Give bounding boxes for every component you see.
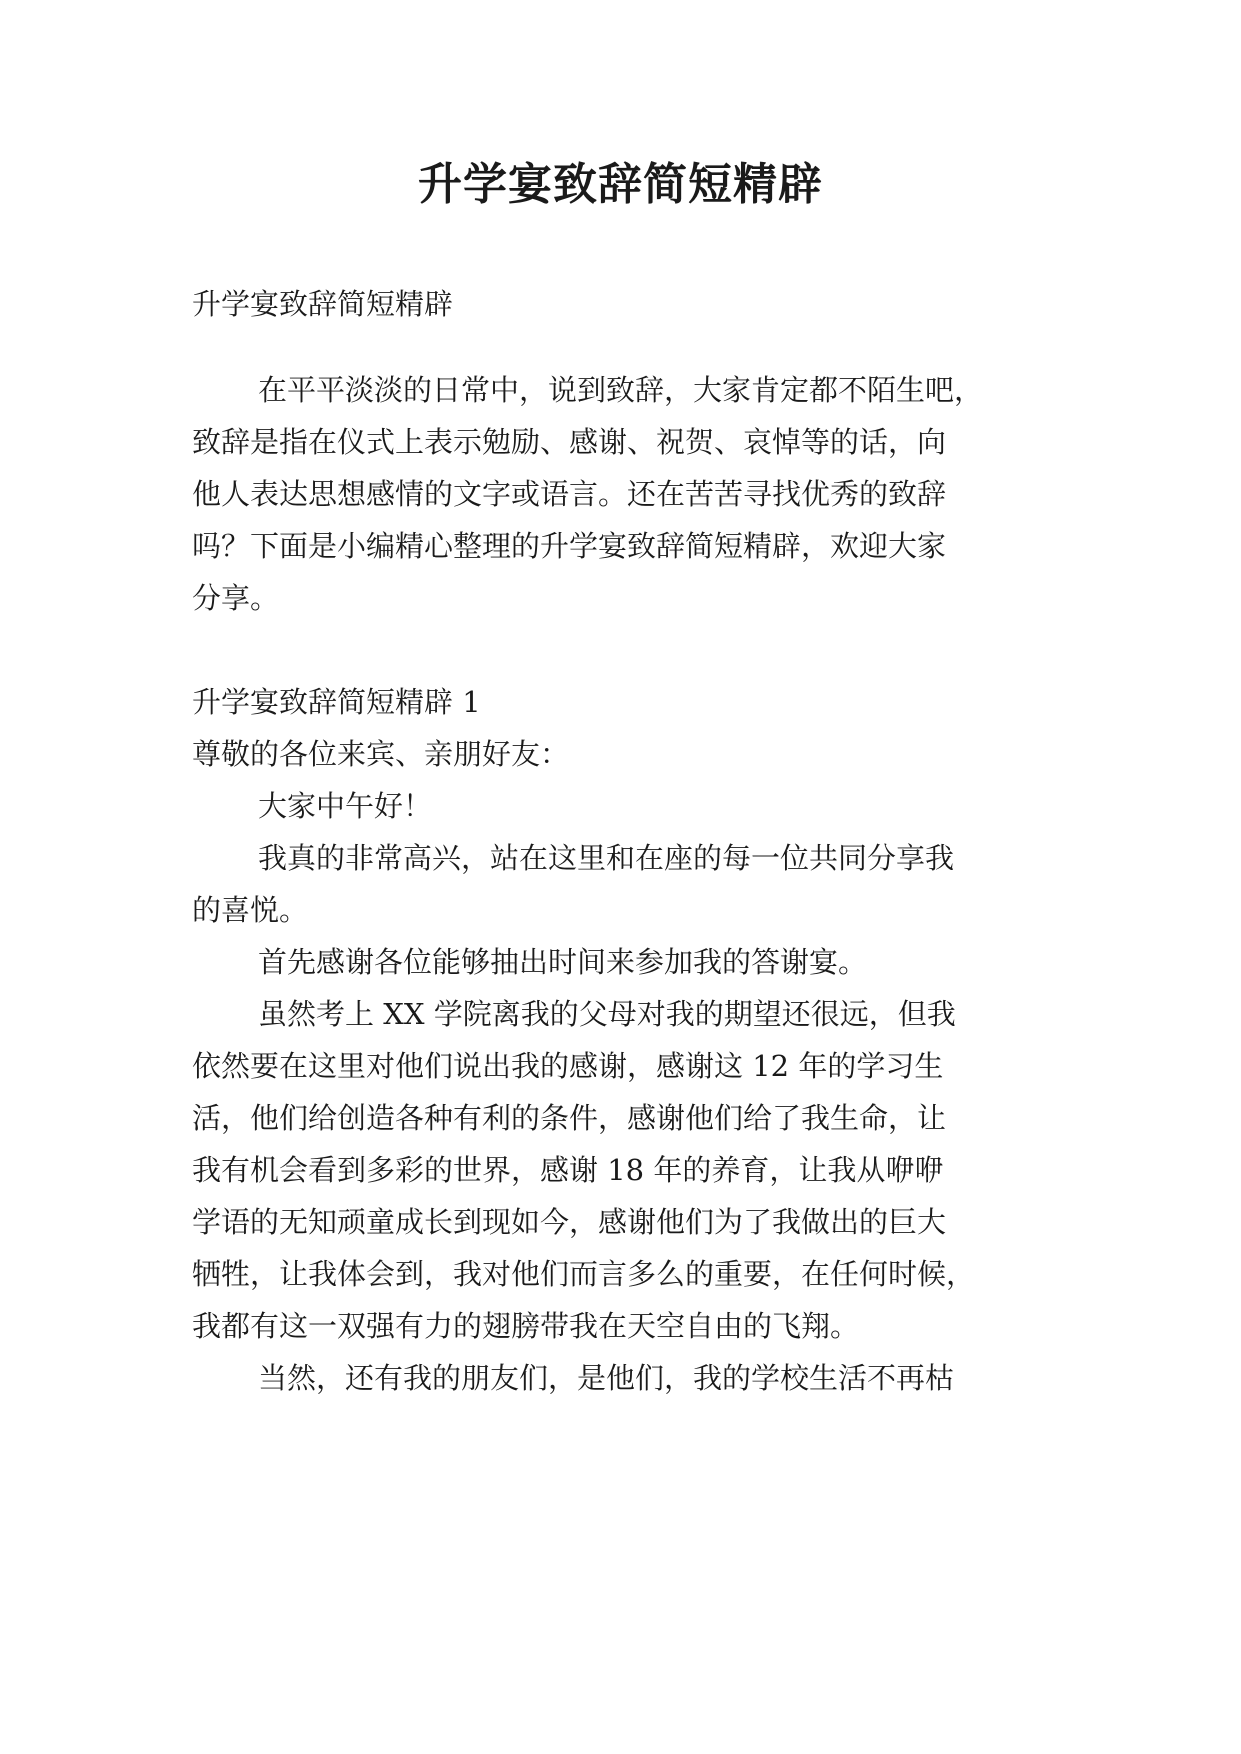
paragraph-line: 首先感谢各位能够抽出时间来参加我的答谢宴。 <box>258 945 868 979</box>
greeting: 大家中午好！ <box>258 789 433 823</box>
paragraph-line: 的喜悦。 <box>192 893 309 927</box>
intro-line: 吗？下面是小编精心整理的升学宴致辞简短精辟，欢迎大家 <box>192 529 947 563</box>
paragraph-line: 我有机会看到多彩的世界，感谢 18 年的养育，让我从咿咿 <box>192 1153 944 1187</box>
document-title: 升学宴致辞简短精辟 <box>418 159 823 210</box>
paragraph-line: 虽然考上 XX 学院离我的父母对我的期望还很远，但我 <box>258 997 956 1031</box>
paragraph-line: 活，他们给创造各种有利的条件，感谢他们给了我生命，让 <box>192 1101 947 1135</box>
intro-line: 致辞是指在仪式上表示勉励、感谢、祝贺、哀悼等的话，向 <box>192 425 947 459</box>
subtitle: 升学宴致辞简短精辟 <box>192 287 454 321</box>
paragraph-line: 牺牲，让我体会到，我对他们而言多么的重要，在任何时候， <box>192 1257 976 1291</box>
intro-line: 分享。 <box>192 581 280 615</box>
intro-line: 在平平淡淡的日常中，说到致辞，大家肯定都不陌生吧， <box>258 373 984 407</box>
section-heading: 升学宴致辞简短精辟 1 <box>192 685 481 719</box>
paragraph-line: 当然，还有我的朋友们，是他们，我的学校生活不再枯 <box>258 1361 955 1395</box>
paragraph-line: 我都有这一双强有力的翅膀带我在天空自由的飞翔。 <box>192 1309 860 1343</box>
paragraph-line: 学语的无知顽童成长到现如今，感谢他们为了我做出的巨大 <box>192 1205 947 1239</box>
paragraph-line: 我真的非常高兴，站在这里和在座的每一位共同分享我 <box>258 841 955 875</box>
intro-line: 他人表达思想感情的文字或语言。还在苦苦寻找优秀的致辞 <box>192 477 947 511</box>
salutation: 尊敬的各位来宾、亲朋好友： <box>192 737 570 771</box>
paragraph-line: 依然要在这里对他们说出我的感谢，感谢这 12 年的学习生 <box>192 1049 944 1083</box>
